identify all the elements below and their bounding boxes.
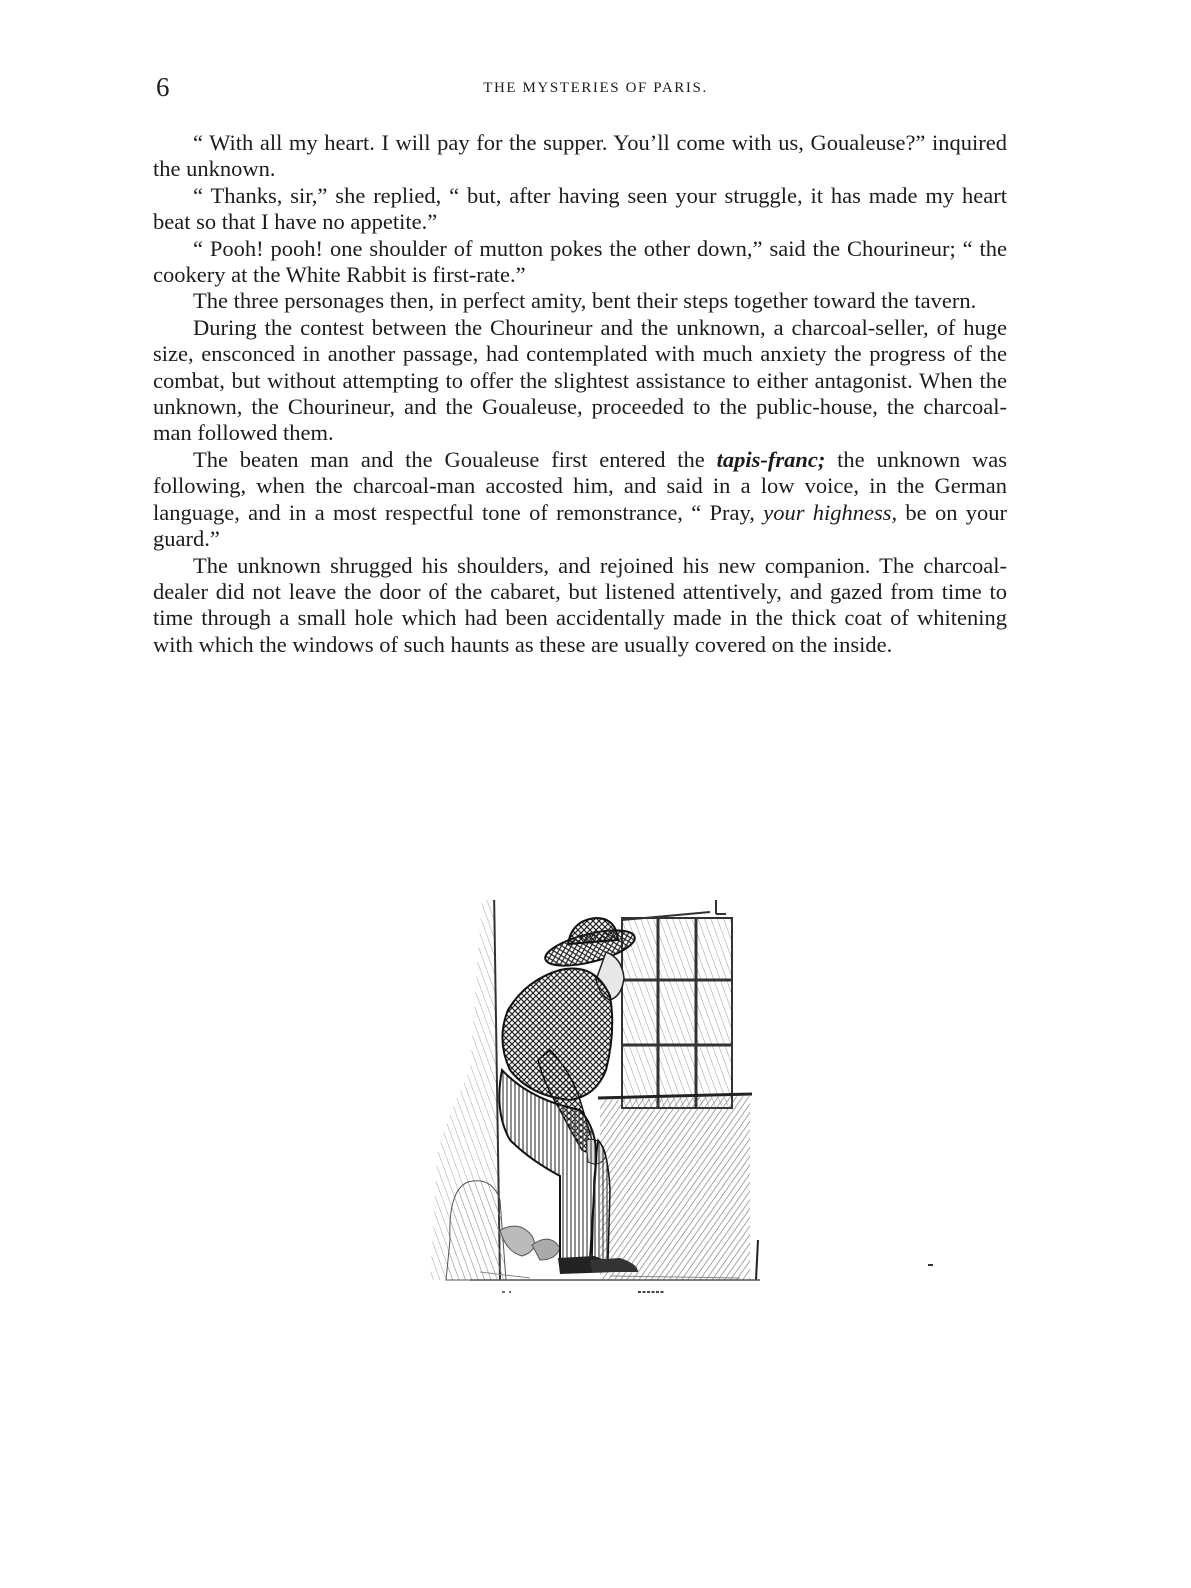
- paragraph-3: “ Pooh! pooh! one shoulder of mutton pokes the other down,” said the Chourineur; “ the cookery at the White Rabbit is first-rate.”: [153, 235, 1007, 288]
- window-frame: [622, 918, 732, 1108]
- running-head-title: THE MYSTERIES OF PARIS.: [483, 80, 708, 96]
- hat-crown: [568, 918, 618, 944]
- paragraph-4: The three personages then, in perfect amity, bent their steps together toward the tavern.: [193, 288, 977, 314]
- stone-post: [446, 1181, 506, 1280]
- paragraph-1: “ With all my heart. I will pay for the supper. You’ll come with us, Goualeuse?” inquired the unknown.: [153, 130, 1007, 182]
- paragraph-7: The unknown shrugged his shoulders, and rejoined his new companion. The charcoal-dealer did not leave the door of the cabaret, but listened attentively, and gazed from time to time through a small hole which had been accidentally made in the thick coat of whitening with which the windows of such haunts as these are usually covered on the inside.: [153, 552, 1007, 657]
- paragraph-6-part-c: be on your guard.”: [153, 499, 1008, 552]
- engraving-illustration: [410, 900, 790, 1340]
- paragraph-6-part-b: the unknown was following, when the charcoal-man accosted him, and said in a low voice, in the German language, and in a most respectful tone of remonstrance, “ Pray,: [153, 446, 1007, 525]
- engraving-svg: [410, 900, 790, 1340]
- paragraph-2: “ Thanks, sir,” she replied, “ but, after having seen your struggle, it has made my heart beat so that I have no appetite.”: [153, 182, 1007, 235]
- emphasis-your-highness: your highness,: [763, 499, 898, 525]
- shop-wall: [600, 1096, 750, 1280]
- page-number: 6: [156, 72, 170, 102]
- paragraph-6: [153, 447, 1007, 553]
- rubble: [500, 1226, 534, 1256]
- paragraph-6-part-a: The beaten man and the Goualeuse first entered the: [193, 446, 717, 472]
- body-text: [153, 130, 1007, 658]
- stray-ink-mark: [928, 1264, 933, 1266]
- emphasis-tapis-franc: tapis-franc;: [716, 446, 826, 472]
- paragraph-5: During the contest between the Chourineur and the unknown, a charcoal-seller, of huge size, ensconced in another passage, had contemplated with much anxiety the progress of the combat, but without attempting to offer the slightest assistance to either antagonist. When the unknown, the Chourineur, and the Goualeuse, proceeded to the public-house, the charcoal-man followed them.: [153, 314, 1007, 446]
